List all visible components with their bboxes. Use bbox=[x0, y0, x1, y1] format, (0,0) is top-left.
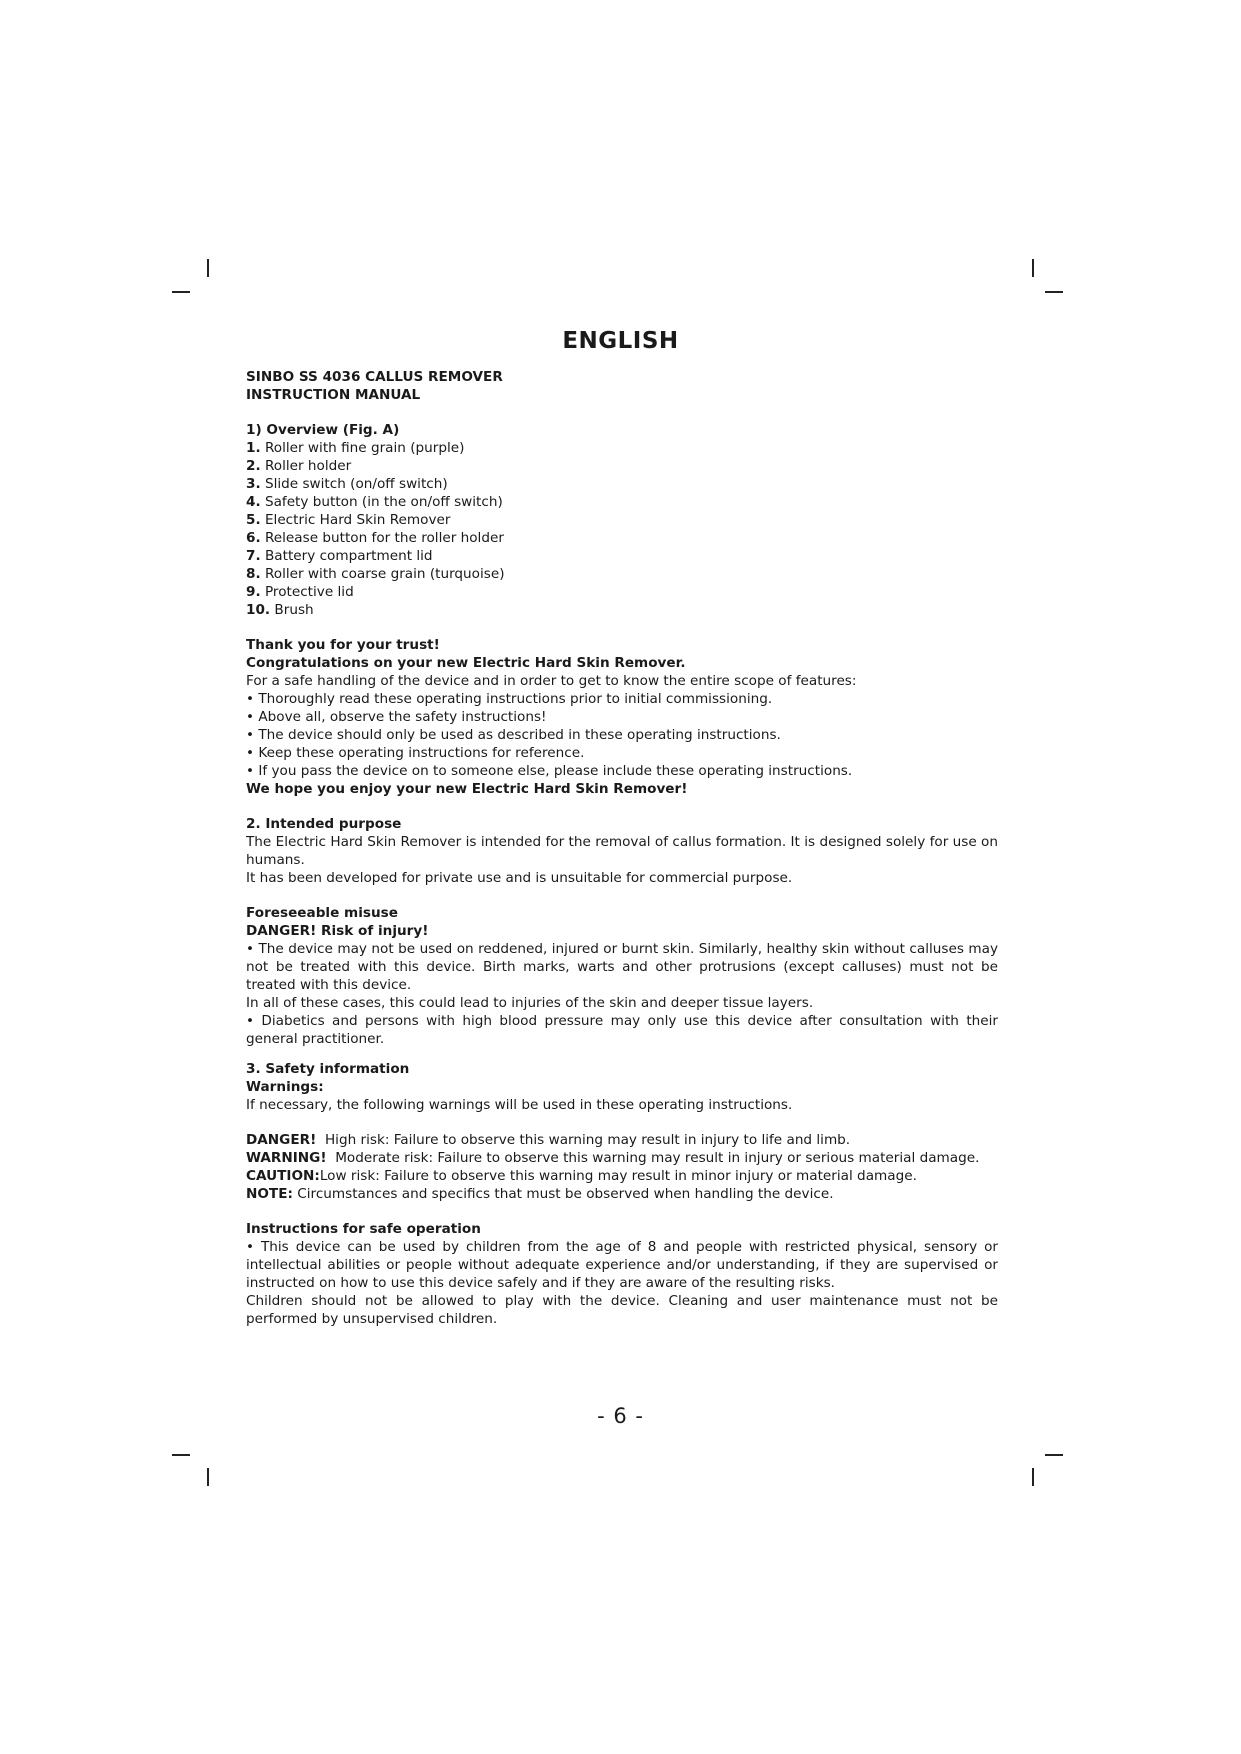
warning-level: NOTE: Circumstances and specifics that must be observed when handling the device. bbox=[246, 1186, 834, 1202]
bullet-item: • The device should only be used as described in these operating instructions. bbox=[246, 727, 781, 743]
crop-mark bbox=[172, 1454, 190, 1456]
bullet-item: • Above all, observe the safety instructions! bbox=[246, 709, 547, 725]
list-item: 8. Roller with coarse grain (turquoise) bbox=[246, 566, 505, 582]
crop-mark bbox=[172, 291, 190, 293]
purpose-heading: 2. Intended purpose bbox=[246, 816, 402, 832]
warning-level: DANGER! High risk: Failure to observe this warning may result in injury to life and limb. bbox=[246, 1132, 851, 1148]
list-item: 3. Slide switch (on/off switch) bbox=[246, 476, 448, 492]
congrats-heading: Congratulations on your new Electric Hard Skin Remover. bbox=[246, 655, 686, 671]
crop-mark bbox=[1032, 259, 1034, 277]
misuse-paragraph: In all of these cases, this could lead to injuries of the skin and deeper tissue layers. bbox=[246, 995, 814, 1011]
crop-mark bbox=[207, 259, 209, 277]
safe-operation-paragraph: Children should not be allowed to play with the device. Cleaning and user maintenance must not be performed by unsupervised children. bbox=[246, 1293, 998, 1327]
bullet-item: • This device can be used by children from the age of 8 and people with restricted physical, sensory or intellectual abilities or people without adequate experience and/or understanding, if they are supervised or instructed on how to use this device safely and if they are aware of the resulting risks. bbox=[246, 1239, 998, 1291]
danger-label: DANGER! Risk of injury! bbox=[246, 923, 429, 939]
bullet-item: • The device may not be used on reddened, injured or burnt skin. Similarly, healthy skin without calluses may not be treated with this device. Birth marks, warts and other protrusions (except calluses) must not be treated with this device. bbox=[246, 941, 998, 993]
list-item: 2. Roller holder bbox=[246, 458, 352, 474]
crop-mark bbox=[1032, 1468, 1034, 1486]
bullet-item: • Diabetics and persons with high blood pressure may only use this device after consultation with their general practitioner. bbox=[246, 1013, 998, 1047]
list-item: 6. Release button for the roller holder bbox=[246, 530, 504, 546]
misuse-heading: Foreseeable misuse bbox=[246, 905, 398, 921]
list-item: 10. Brush bbox=[246, 602, 314, 618]
list-item: 7. Battery compartment lid bbox=[246, 548, 433, 564]
thanks-intro: For a safe handling of the device and in order to get to know the entire scope of features: bbox=[246, 673, 857, 689]
purpose-paragraph: It has been developed for private use and is unsuitable for commercial purpose. bbox=[246, 870, 793, 886]
warnings-label: Warnings: bbox=[246, 1079, 324, 1095]
overview-list bbox=[246, 439, 998, 619]
list-item: 9. Protective lid bbox=[246, 584, 354, 600]
overview-heading: 1) Overview (Fig. A) bbox=[246, 422, 400, 438]
crop-mark bbox=[1045, 1454, 1063, 1456]
safe-operation-heading: Instructions for safe operation bbox=[246, 1221, 481, 1237]
list-item: 5. Electric Hard Skin Remover bbox=[246, 512, 451, 528]
warning-level: CAUTION:Low risk: Failure to observe this warning may result in minor injury or material damage. bbox=[246, 1168, 917, 1184]
crop-mark bbox=[207, 1468, 209, 1486]
manual-title: INSTRUCTION MANUAL bbox=[246, 387, 421, 403]
list-item: 1. Roller with fine grain (purple) bbox=[246, 440, 465, 456]
bullet-item: • Thoroughly read these operating instructions prior to initial commissioning. bbox=[246, 691, 773, 707]
bullet-item: • Keep these operating instructions for reference. bbox=[246, 745, 585, 761]
safety-heading: 3. Safety information bbox=[246, 1061, 410, 1077]
page-title: ENGLISH bbox=[562, 328, 679, 354]
bullet-item: • If you pass the device on to someone else, please include these operating instructions. bbox=[246, 763, 853, 779]
warning-level: WARNING! Moderate risk: Failure to observe this warning may result in injury or serious material damage. bbox=[246, 1150, 980, 1166]
thanks-heading: Thank you for your trust! bbox=[246, 637, 440, 653]
document-body bbox=[246, 368, 998, 1328]
page-number: - 6 - bbox=[597, 1404, 644, 1428]
product-title: SINBO SS 4036 CALLUS REMOVER bbox=[246, 369, 503, 385]
list-item: 4. Safety button (in the on/off switch) bbox=[246, 494, 503, 510]
safety-intro: If necessary, the following warnings will be used in these operating instructions. bbox=[246, 1097, 793, 1113]
crop-mark bbox=[1045, 291, 1063, 293]
purpose-paragraph: The Electric Hard Skin Remover is intended for the removal of callus formation. It is designed solely for use on humans. bbox=[246, 834, 998, 868]
thanks-closing: We hope you enjoy your new Electric Hard Skin Remover! bbox=[246, 781, 688, 797]
